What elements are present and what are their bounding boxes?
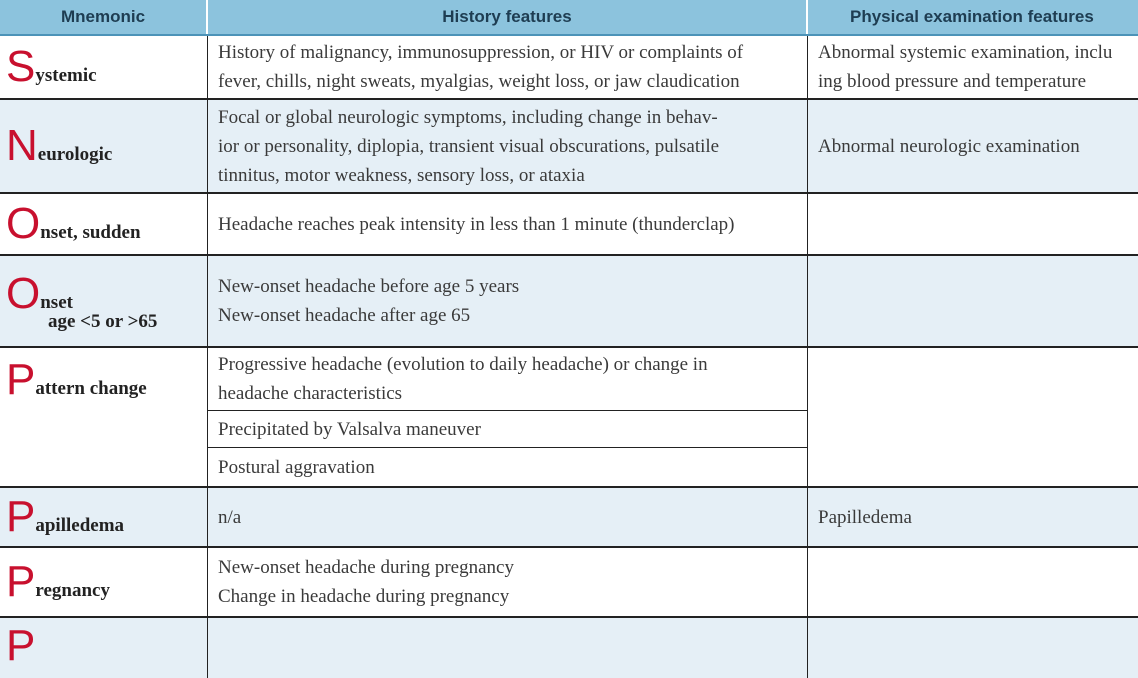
table-row [0,256,1138,348]
physical-cell [808,488,1138,546]
history-line: fever, chills, night sweats, myalgias, weight loss, or jaw claudication [218,71,740,92]
mnemonic-word: apilledema [35,515,125,536]
history-line: Change in headache during pregnancy [218,586,510,607]
mnemonic-letter: P [6,355,36,404]
physical-line: ing blood pressure and temperature [818,71,1087,92]
physical-cell [808,100,1138,192]
history-line: n/a [218,506,242,528]
table-row [0,194,1138,256]
mnemonic-letter: O [6,268,41,318]
physical-cell [808,194,1138,254]
history-cell [208,100,808,192]
mnemonic-letter: S [6,42,36,91]
table-row [0,618,1138,678]
mnemonic-subtext: age <5 or >65 [48,310,158,332]
history-line: headache characteristics [218,383,403,404]
history-cell [208,256,808,346]
mnemonic-word: ystemic [35,65,97,86]
table-row [0,488,1138,548]
header-physical: Physical examination features [850,7,1094,26]
history-part [208,548,807,616]
header-history: History features [208,0,808,34]
mnemonic-cell [0,256,208,346]
history-part [208,488,807,546]
history-cell [208,618,808,678]
physical-line: Papilledema [818,506,912,528]
history-part [208,36,807,98]
history-line: ior or personality, diplopia, transient visual obscurations, pulsatile [218,135,720,157]
mnemonic-word: eurologic [37,144,113,165]
physical-line: Abnormal neurologic examination [818,135,1080,157]
physical-cell [808,618,1138,678]
physical-cell [808,548,1138,616]
history-line: New-onset headache after age 65 [218,305,471,326]
history-line: Headache reaches peak intensity in less than 1 minute (thunderclap) [218,213,735,235]
table-row [0,348,1138,488]
history-line: Progressive headache (evolution to daily headache) or change in [218,354,708,375]
physical-cell [808,348,1138,486]
mnemonic-word: nset, sudden [40,222,141,243]
history-part [208,100,807,192]
history-line: Focal or global neurologic symptoms, including change in behav- [218,106,718,128]
physical-cell [808,256,1138,346]
mnemonic-cell [0,36,208,98]
history-cell [208,194,808,254]
table-row [0,548,1138,618]
mnemonic-cell [0,488,208,546]
mnemonic-word: attern change [35,378,147,399]
mnemonic-cell [0,194,208,254]
history-part [208,447,807,486]
mnemonic-letter: O [6,199,41,248]
history-line: History of malignancy, immunosuppression, or HIV or complaints of [218,42,744,63]
mnemonic-letter: P [6,492,36,541]
mnemonic-letter: N [6,121,38,170]
table-header [0,0,1138,36]
history-part [208,194,807,254]
mnemonic-cell [0,618,208,678]
mnemonic-word: nset [40,291,73,313]
history-cell [208,548,808,616]
physical-cell [808,36,1138,98]
history-cell [208,488,808,546]
history-line: New-onset headache during pregnancy [218,557,514,578]
mnemonic-cell [0,548,208,616]
physical-line: Abnormal systemic examination, inclu [818,42,1113,63]
history-line: New-onset headache before age 5 years [218,276,520,297]
table-row [0,36,1138,100]
history-part [208,256,807,346]
history-line: Precipitated by Valsalva maneuver [218,418,481,440]
mnemonic-cell [0,100,208,192]
table-row [0,100,1138,194]
history-part [208,348,807,410]
history-cell [208,36,808,98]
mnemonic-letter: P [6,621,36,670]
history-line: tinnitus, motor weakness, sensory loss, or ataxia [218,164,585,186]
header-mnemonic: Mnemonic [0,0,208,34]
history-line: Postural aggravation [218,456,375,478]
mnemonic-word: regnancy [35,580,110,601]
mnemonic-letter: P [6,557,36,606]
mnemonic-cell [0,348,208,486]
history-cell [208,348,808,486]
history-part [208,410,807,447]
